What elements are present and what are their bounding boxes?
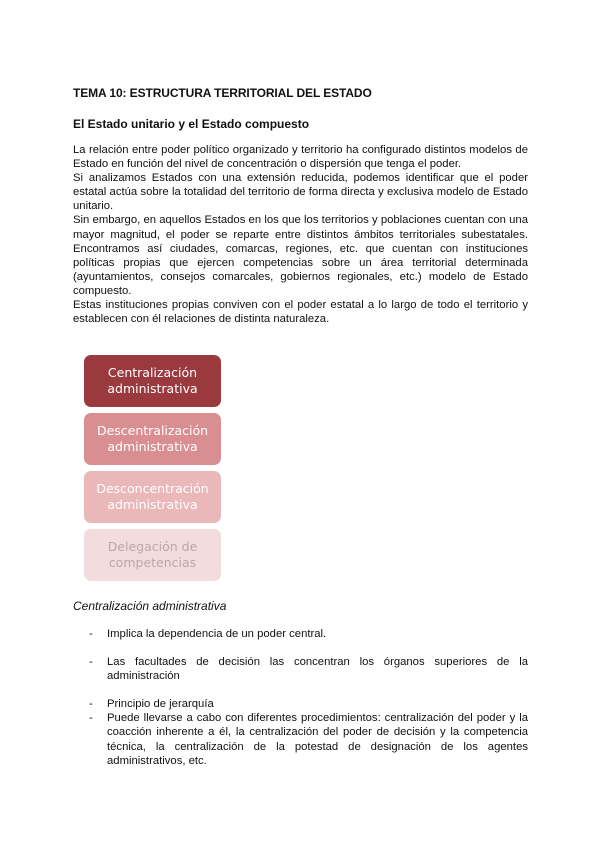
- diagram-box-delegacion: Delegación de competencias: [84, 529, 221, 581]
- list-item-text: Las facultades de decisión las concentran los órganos superiores de la administración: [107, 656, 528, 683]
- paragraph: La relación entre poder político organizado y territorio ha configurado distintos modelos de Estado en función del nivel de concentración o dispersión que tenga el poder.: [73, 144, 528, 171]
- paragraph: Estas instituciones propias conviven con el poder estatal a lo largo de todo el territorio y establecen con él relaciones de distinta naturaleza.: [73, 299, 528, 326]
- list-item-text: Principio de jerarquía: [107, 698, 214, 711]
- page-title: TEMA 10: ESTRUCTURA TERRITORIAL DEL ESTADO: [73, 86, 372, 100]
- diagram-box-descentralizacion: Descentralización administrativa: [84, 413, 221, 465]
- bullet-marker: -: [89, 656, 93, 669]
- bullet-list: [89, 627, 528, 768]
- bullet-marker: -: [89, 628, 93, 640]
- diagram-box-centralizacion: Centralización administrativa: [84, 355, 221, 407]
- list-item-text: Implica la dependencia de un poder central.: [107, 628, 327, 640]
- section-heading: Centralización administrativa: [73, 599, 227, 613]
- administration-diagram: [84, 355, 221, 587]
- paragraph: Si analizamos Estados con una extensión reducida, podemos identificar que el poder estatal actúa sobre la totalidad del territorio de forma directa y exclusiva modelo de Estado unitario.: [73, 172, 528, 213]
- diagram-box-desconcentracion: Desconcentración administrativa: [84, 471, 221, 523]
- list-item: [89, 627, 528, 641]
- list-item: [89, 711, 528, 767]
- paragraph: Sin embargo, en aquellos Estados en los que los territorios y poblaciones cuentan con una mayor magnitud, el poder se reparte entre distintos ámbitos territoriales subestatales. Encontramos así ciudades, comarcas, regiones, etc. que cuentan con instituciones políticas propias que ejercen competencias sobre un área territorial determinada (ayuntamientos, consejos comarcales, gobiernos regionales, etc.) modelo de Estado compuesto.: [73, 214, 528, 297]
- list-item: [89, 655, 528, 683]
- intro-text: [73, 143, 528, 326]
- bullet-marker: -: [89, 712, 93, 725]
- section-subtitle: El Estado unitario y el Estado compuesto: [73, 117, 310, 131]
- bullet-marker: -: [89, 698, 93, 711]
- list-item-text: Puede llevarse a cabo con diferentes procedimientos: centralización del poder y la coacción inherente a él, la centralización del poder de decisión y la competencia técnica, la centralización de la potestad de designación de los agentes administrativos, etc.: [107, 712, 528, 767]
- list-item: [89, 697, 528, 711]
